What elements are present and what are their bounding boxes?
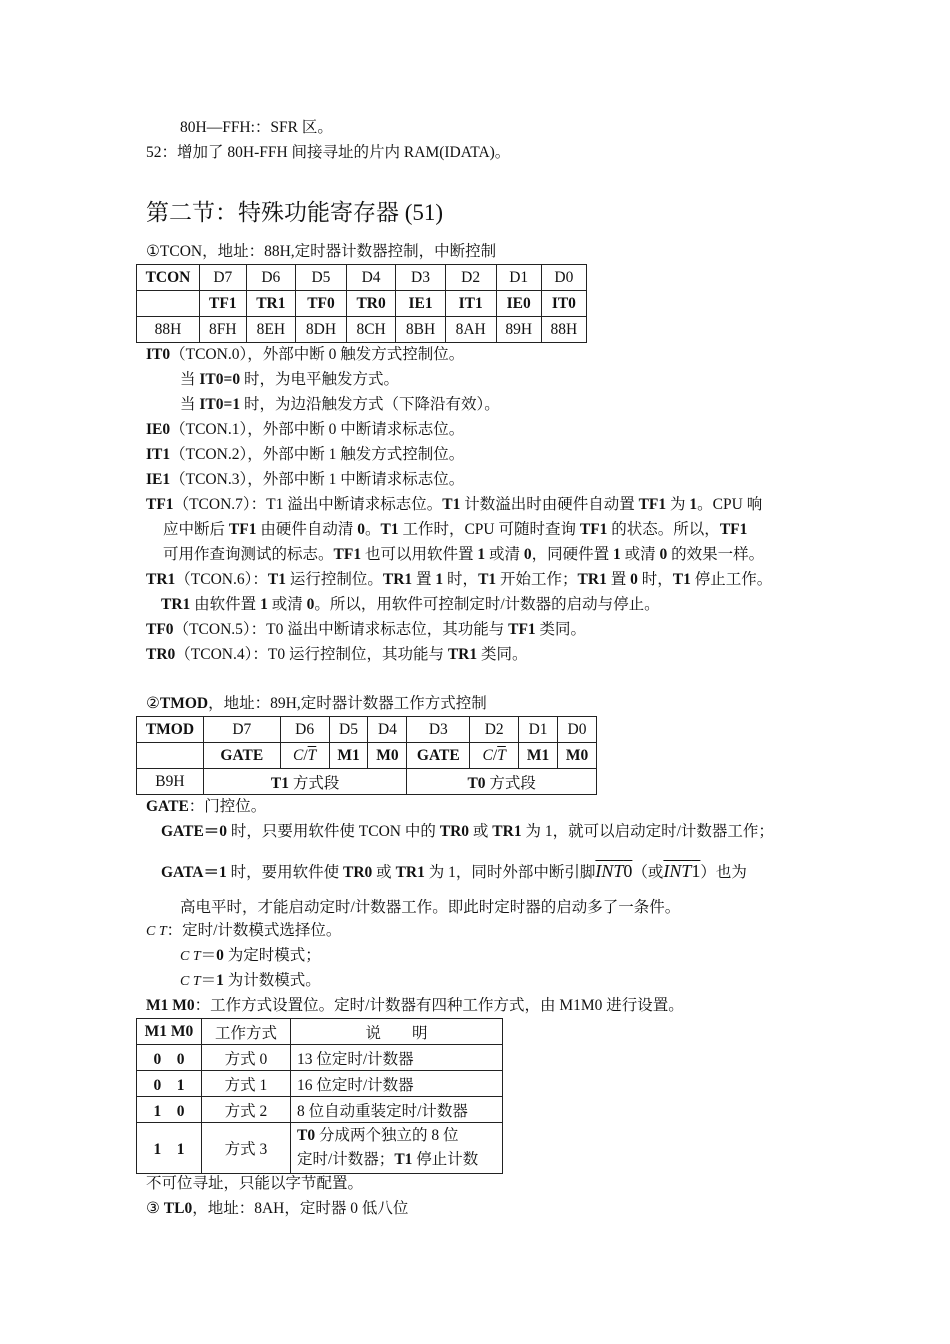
- table-row: [137, 743, 597, 769]
- table-cell: D3: [407, 717, 470, 743]
- not-bit-addressable: 不可位寻址，只能以字节配置。: [146, 1175, 364, 1192]
- text: 运行控制位。: [285, 571, 383, 588]
- tf1-desc-line1: [146, 495, 762, 515]
- table-cell: M0: [558, 743, 597, 769]
- text: TR1: [382, 571, 413, 588]
- desc-line: [297, 1148, 502, 1172]
- text: 为定时模式；: [223, 947, 321, 964]
- table-cell: M0: [368, 743, 407, 769]
- table-cell: 88H: [541, 317, 586, 343]
- text: TR1: [447, 646, 478, 663]
- table-cell: IT1: [445, 291, 496, 317]
- ct-symbol: C T: [146, 924, 167, 939]
- table-cell: GATE: [203, 743, 280, 769]
- text: /: [492, 746, 498, 764]
- table-row: [137, 1019, 503, 1045]
- ct-symbol: C T: [180, 949, 201, 964]
- table-cell: IE1: [396, 291, 445, 317]
- text: 可用作查询测试的标志。: [163, 546, 334, 563]
- ct1-desc: [180, 971, 321, 992]
- table-cell: 方式 2: [202, 1097, 291, 1123]
- text: 方式段: [485, 774, 536, 792]
- it0-edge-desc: [180, 395, 500, 415]
- text: 。所以，用软件可控制定时/计数器的启动与停止。: [314, 596, 660, 613]
- text: 开始工作；: [496, 571, 578, 588]
- text: 类同。: [535, 621, 587, 638]
- text: T1: [672, 571, 691, 588]
- table-cell: [203, 769, 406, 795]
- it0-level-desc: [180, 370, 399, 390]
- table-cell: 方式 3: [202, 1123, 291, 1174]
- text: TR1: [577, 571, 607, 588]
- table-cell: M1 M0: [137, 1019, 202, 1045]
- table-cell: 8BH: [396, 317, 445, 343]
- table-cell: 8FH: [200, 317, 247, 343]
- text: （或: [632, 864, 664, 881]
- table-row: [137, 317, 587, 343]
- text: 0: [623, 861, 633, 881]
- text: T1: [270, 774, 289, 792]
- table-cell: IE0: [496, 291, 541, 317]
- ie1-desc: [146, 470, 464, 490]
- table-cell: TR1: [246, 291, 295, 317]
- table-cell: 8EH: [246, 317, 295, 343]
- text: TF1: [508, 621, 536, 638]
- int1-pin: [663, 861, 700, 881]
- text: T1: [267, 571, 286, 588]
- text: 0: [216, 947, 224, 964]
- it1-desc: [146, 445, 464, 465]
- tr0-desc: [146, 645, 528, 665]
- text: $\overline{T}$: [307, 746, 317, 764]
- table-cell: M1: [519, 743, 558, 769]
- text: TR0: [146, 646, 176, 663]
- text: TL0: [163, 1200, 193, 1217]
- table-cell: 1 1: [137, 1123, 202, 1174]
- text: ，同硬件置: [531, 546, 613, 563]
- table-row: [137, 1097, 503, 1123]
- table-cell: D2: [445, 265, 496, 291]
- table-cell: D3: [396, 265, 445, 291]
- table-cell: TF1: [200, 291, 247, 317]
- text: 分成两个独立的 8 位: [315, 1127, 459, 1144]
- table-cell: D4: [346, 265, 395, 291]
- table-row: [137, 1071, 503, 1097]
- table-cell: D7: [203, 717, 280, 743]
- text: （TCON.4）：T0 运行控制位，其功能与: [175, 646, 448, 663]
- table-cell: [470, 743, 519, 769]
- table-cell: 89H: [496, 317, 541, 343]
- text: IT0=1: [199, 396, 241, 413]
- m1m0-desc: [146, 996, 684, 1016]
- text: T0: [467, 774, 486, 792]
- text: TR1: [146, 571, 176, 588]
- table-cell: 方式 1: [202, 1071, 291, 1097]
- text: TR0: [343, 864, 373, 881]
- table-row: [137, 1123, 503, 1174]
- tcon-caption: ①TCON，地址：88H,定时器计数器控制，中断控制: [146, 243, 497, 260]
- text: TMOD: [159, 695, 209, 712]
- table-cell: IT0: [541, 291, 586, 317]
- tf1-desc-line3: [163, 545, 764, 565]
- text: 0: [523, 546, 532, 563]
- ct0-desc: [180, 946, 321, 967]
- table-cell: 0 1: [137, 1071, 202, 1097]
- table-cell: 方式 0: [202, 1045, 291, 1071]
- text: 为 1，就可以启动定时/计数器工作；: [521, 823, 774, 840]
- desc-text: （TCON.0），外部中断 0 触发方式控制位。: [170, 346, 465, 363]
- table-cell: D1: [496, 265, 541, 291]
- text: ）也为: [700, 864, 747, 881]
- text: ，地址：89H,定时器计数器工作方式控制: [208, 695, 487, 712]
- text: 1: [689, 496, 698, 513]
- table-row: [137, 265, 587, 291]
- text: 为: [666, 496, 690, 513]
- table-cell: 0 0: [137, 1045, 202, 1071]
- text: TR1: [492, 823, 522, 840]
- text: T1: [380, 521, 399, 538]
- sfr-range-line: 80H—FFH:：SFR 区。: [180, 119, 333, 136]
- text: 时，为电平触发方式。: [240, 371, 399, 388]
- text: 时，: [637, 571, 673, 588]
- text: 1: [216, 972, 224, 989]
- gate1-desc-line2: 高电平时，才能启动定时/计数器工作。即此时定时器的启动多了一条件。: [180, 899, 681, 916]
- text: ＝: [200, 972, 217, 989]
- text: T0: [297, 1127, 316, 1144]
- text: ：定时/计数模式选择位。: [166, 922, 342, 939]
- text: 时，为边沿触发方式（下降沿有效）。: [240, 396, 500, 413]
- int0-pin: [595, 861, 632, 881]
- table-cell: 13 位定时/计数器: [291, 1045, 503, 1071]
- bit-name: IT0: [146, 346, 171, 363]
- text: 置: [412, 571, 436, 588]
- desc-text: （TCON.2），外部中断 1 触发方式控制位。: [170, 446, 465, 463]
- ct-symbol: C T: [180, 974, 201, 989]
- section-title: 第二节：特殊功能寄存器 (51): [146, 200, 444, 225]
- text: 。: [364, 521, 381, 538]
- text: ，地址：8AH，定时器 0 低八位: [192, 1200, 409, 1217]
- table-cell: TR0: [346, 291, 395, 317]
- text: TF1: [638, 496, 667, 513]
- text: 时，只要用软件使 TCON 中的: [227, 823, 440, 840]
- table-cell: [137, 291, 200, 317]
- text: TF1: [719, 521, 748, 538]
- gate1-desc-line1: [161, 861, 747, 883]
- tmod-table: [136, 716, 597, 795]
- desc-text: （TCON.1），外部中断 0 中断请求标志位。: [170, 421, 465, 438]
- text: 或清: [620, 546, 660, 563]
- ct-desc: [146, 921, 341, 942]
- text: 停止工作。: [690, 571, 773, 588]
- table-cell: 16 位定时/计数器: [291, 1071, 503, 1097]
- it0-desc: [146, 345, 464, 365]
- table-cell: TMOD: [137, 717, 204, 743]
- text: INT: [663, 861, 692, 881]
- table-cell: D0: [541, 265, 586, 291]
- table-cell: D6: [280, 717, 329, 743]
- table-cell: 1 0: [137, 1097, 202, 1123]
- table-cell: 88H: [137, 317, 200, 343]
- table-cell: [407, 769, 597, 795]
- bit-name: IE0: [146, 421, 171, 438]
- table-cell: D6: [246, 265, 295, 291]
- text: 为计数模式。: [223, 972, 321, 989]
- table-row: [137, 717, 597, 743]
- text: INT: [595, 861, 624, 881]
- table-cell: TF0: [296, 291, 347, 317]
- tcon-table: [136, 264, 587, 343]
- text: 当: [180, 396, 200, 413]
- table-cell: [291, 1123, 503, 1174]
- text: （TCON.7）：T1 溢出中断请求标志位。: [173, 496, 443, 513]
- table-cell: B9H: [137, 769, 204, 795]
- text: 0: [659, 546, 668, 563]
- table-cell: [137, 743, 204, 769]
- text: T1: [394, 1151, 413, 1168]
- table-cell: D5: [329, 717, 368, 743]
- text: 当: [180, 371, 200, 388]
- text: GATE: [146, 798, 189, 815]
- text: T1: [442, 496, 461, 513]
- text: 工作时，CPU 可随时查询: [398, 521, 580, 538]
- table-cell: 8DH: [296, 317, 347, 343]
- text: 0: [357, 521, 365, 538]
- text: TF0: [146, 621, 174, 638]
- bit-name: IT1: [146, 446, 171, 463]
- text: GATE＝0: [161, 823, 228, 840]
- table-cell: GATE: [407, 743, 470, 769]
- text: 或: [469, 823, 493, 840]
- text: IT0=0: [199, 371, 241, 388]
- table-cell: 8CH: [346, 317, 395, 343]
- text: 1: [435, 571, 444, 588]
- table-cell: D7: [200, 265, 247, 291]
- text: 为 1，同时外部中断引脚: [424, 864, 596, 881]
- table-cell: D0: [558, 717, 597, 743]
- table-cell: M1: [329, 743, 368, 769]
- text: TR1: [395, 864, 425, 881]
- table-row: [137, 291, 587, 317]
- text: 停止计数: [412, 1151, 479, 1168]
- text: 时，要用软件使: [226, 864, 343, 881]
- text: 或清: [485, 546, 524, 563]
- text: 或: [372, 864, 396, 881]
- mode-table: [136, 1018, 503, 1174]
- bit-name: IE1: [146, 471, 171, 488]
- text: （TCON.5）：T0 溢出中断请求标志位，其功能与: [173, 621, 509, 638]
- table-cell: 工作方式: [202, 1019, 291, 1045]
- table-cell: D2: [470, 717, 519, 743]
- idata-line: 52：增加了 80H-FFH 间接寻址的片内 RAM(IDATA)。: [146, 144, 511, 161]
- text: 也可以用软件置: [361, 546, 478, 563]
- text: TF1: [146, 496, 174, 513]
- table-cell: [280, 743, 329, 769]
- text: TF1: [228, 521, 257, 538]
- text: $\overline{T}$: [497, 746, 506, 764]
- text: 定时/计数器；: [297, 1151, 395, 1168]
- text: 由硬件自动清: [256, 521, 358, 538]
- text: TR1: [161, 596, 191, 613]
- tr1-desc-line2: [161, 595, 660, 615]
- text: 类同。: [477, 646, 528, 663]
- text: 方式段: [288, 774, 340, 792]
- text: ②: [146, 695, 160, 712]
- text: ：工作方式设置位。定时/计数器有四种工作方式，由 M1M0 进行设置。: [194, 997, 684, 1014]
- text: 时，: [443, 571, 479, 588]
- text: M1 M0: [146, 997, 195, 1014]
- text: 的效果一样。: [667, 546, 765, 563]
- ie0-desc: [146, 420, 464, 440]
- table-cell: TCON: [137, 265, 200, 291]
- text: C: [292, 746, 304, 764]
- text: 1: [613, 546, 621, 563]
- text: 计数溢出时由硬件自动置: [460, 496, 639, 513]
- text: ③: [146, 1200, 164, 1217]
- text: 应中断后: [163, 521, 229, 538]
- text: TF1: [333, 546, 362, 563]
- text: 的状态。所以，: [607, 521, 720, 538]
- text: ＝: [200, 947, 217, 964]
- text: 由软件置: [190, 596, 261, 613]
- text: 0: [630, 571, 638, 588]
- tf1-desc-line2: [163, 520, 747, 540]
- table-cell: 说 明: [291, 1019, 503, 1045]
- text: C: [482, 746, 493, 764]
- text: TR0: [439, 823, 470, 840]
- table-cell: D5: [296, 265, 347, 291]
- gate-desc: [146, 797, 266, 817]
- desc-text: （TCON.3），外部中断 1 中断请求标志位。: [170, 471, 465, 488]
- text: 或清: [267, 596, 307, 613]
- text: 0: [306, 596, 315, 613]
- table-cell: D4: [368, 717, 407, 743]
- table-cell: 8AH: [445, 317, 496, 343]
- desc-line: [297, 1124, 502, 1148]
- tl0-caption: [146, 1199, 408, 1219]
- text: T1: [478, 571, 497, 588]
- tmod-caption: [146, 694, 487, 714]
- table-row: [137, 1045, 503, 1071]
- text: TF1: [579, 521, 608, 538]
- text: 1: [260, 596, 268, 613]
- table-cell: 8 位自动重装定时/计数器: [291, 1097, 503, 1123]
- table-row: [137, 769, 597, 795]
- tf0-desc: [146, 620, 586, 640]
- text: 1: [477, 546, 486, 563]
- text: GATA＝1: [161, 864, 227, 881]
- text: ：门控位。: [188, 798, 267, 815]
- text: /: [303, 746, 308, 764]
- tr1-desc-line1: [146, 570, 772, 590]
- text: 置: [606, 571, 631, 588]
- text: 。CPU 响: [697, 496, 763, 513]
- table-cell: D1: [519, 717, 558, 743]
- text: 1: [691, 861, 701, 881]
- gate0-desc: [161, 822, 774, 842]
- text: （TCON.6）：: [175, 571, 268, 588]
